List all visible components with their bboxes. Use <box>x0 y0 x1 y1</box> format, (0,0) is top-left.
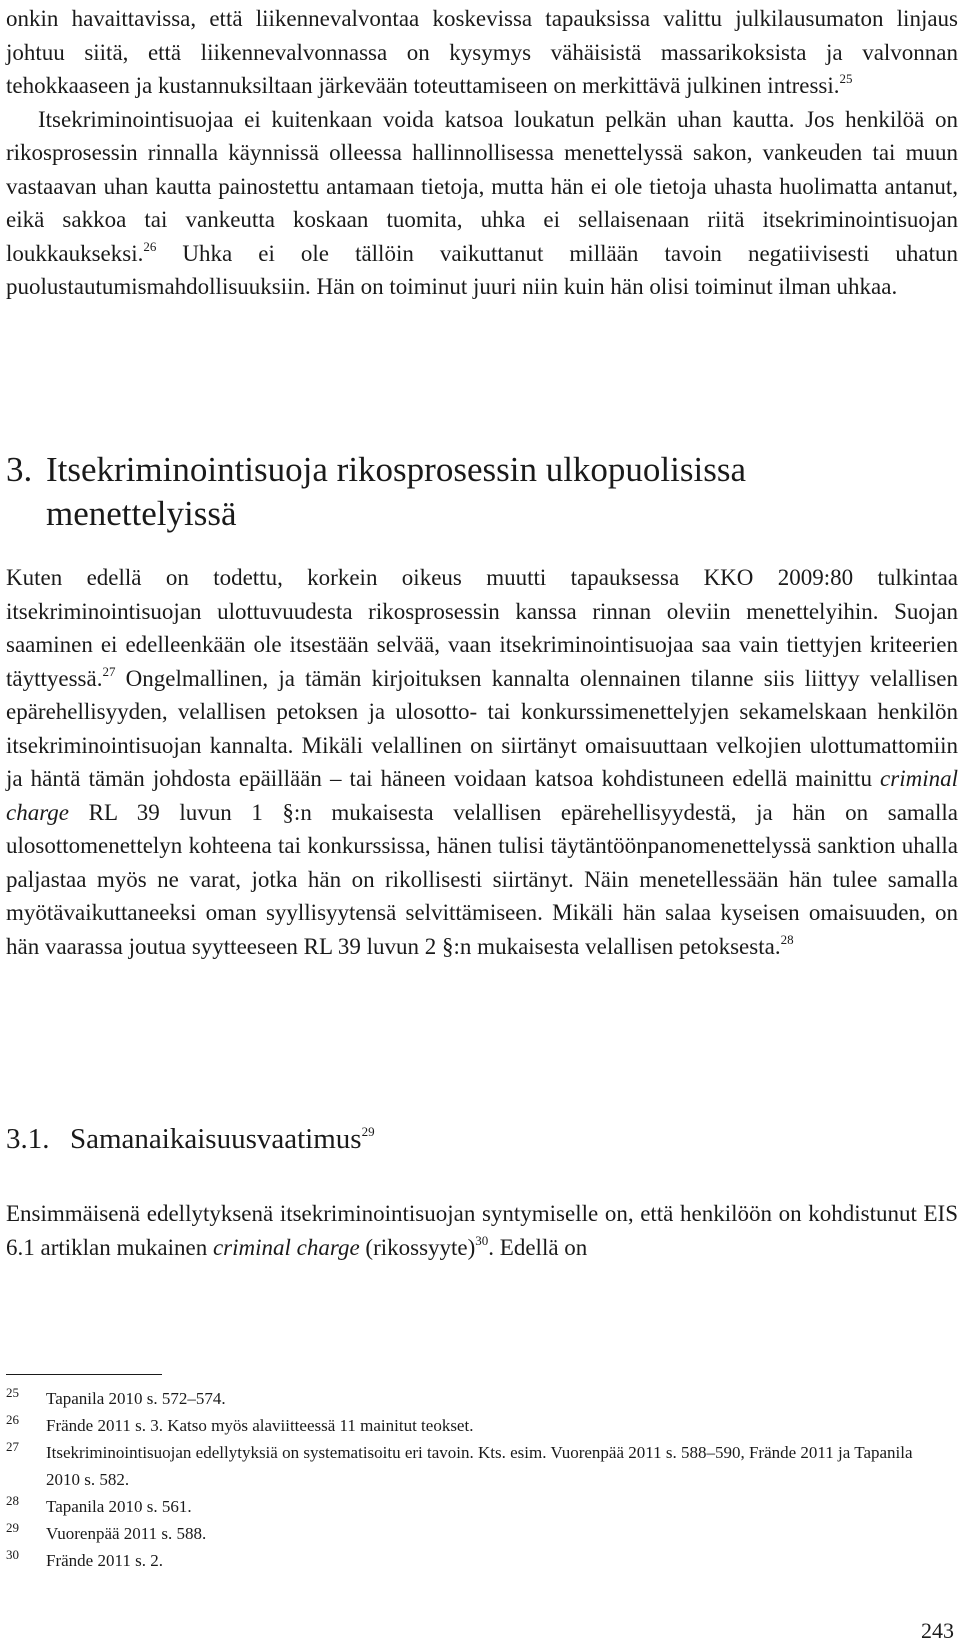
footnote-ref: 27 <box>102 663 116 679</box>
paragraph-text: onkin havaittavissa, että liikennevalvontaa koskevissa tapauksissa valittu julkilausumaton linjaus johtuu siitä, että liikennevalvonnassa on kysymys vähäisistä massarikoksista ja valvonnan tehokkaaseen ja kustannuksiltaan järkevään toteuttamiseen on merkittävä julkinen intressi. <box>6 6 958 98</box>
paragraph-text: Uhka ei ole tällöin vaikuttanut millään tavoin negatiivisesti uhatun puolustautumismahdollisuuksiin. Hän on toiminut juuri niin kuin hän olisi toiminut ilman uhkaa. <box>6 240 958 299</box>
paragraph-threat <box>6 103 958 304</box>
paragraph-text: Itsekriminointisuojaa ei kuitenkaan voida katsoa loukatun pelkän uhan kautta. Jos henkilöä on rikosprosessin rinnalla käynnissä olleessa hallinnollisessa menettelyssä sakon, vankeuden tai muun vastaavan uhan kautta painostettu antamaan tietoja, mutta hän ei ole tietoja uhasta huolimatta antanut, eikä sakkoa tai vankeutta koskaan tuomita, uhka ei sellaisenaan riitä itsekriminointisuojan loukkaukseksi. <box>6 106 958 266</box>
footnotes <box>6 1385 950 1574</box>
footnote-ref: 30 <box>475 1232 489 1248</box>
section-title-line2: menettelyissä <box>46 494 237 533</box>
paragraph-text: (rikossyyte) <box>359 1234 476 1260</box>
section-3-1-heading <box>6 1121 958 1157</box>
section-3-heading <box>6 448 958 536</box>
section-title-line1: Itsekriminointisuoja rikosprosessin ulkopuolisissa <box>46 450 746 489</box>
footnote <box>6 1547 950 1574</box>
footnote-number: 28 <box>6 1493 19 1508</box>
footnote-text: Frände 2011 s. 3. Katso myös alaviitteessä 11 mainitut teokset. <box>46 1416 474 1435</box>
body-continuation <box>6 2 958 304</box>
paragraph-section31 <box>6 1197 958 1264</box>
italic-term: criminal charge <box>212 1234 360 1260</box>
section-number: 3. <box>6 450 33 489</box>
paragraph-text: Kuten edellä on todettu, korkein oikeus muutti tapauksessa KKO 2009:80 tulkintaa itsekriminointisuojan ulottuvuudesta rikosprosessin kanssa rinnan oleviin menettelyihin. Suojan saaminen ei edelleenkään ole itsestään selvää, vaan itsekriminointisuojaa saa vain tiettyjen kriteerien täyttyessä. <box>6 565 958 691</box>
footnote-divider <box>6 1374 162 1375</box>
paragraph-text: . Edellä on <box>488 1234 588 1260</box>
footnote-text: Tapanila 2010 s. 572–574. <box>46 1389 226 1408</box>
section-title: Samanaikaisuusvaatimus <box>70 1123 362 1155</box>
paragraph-text: Ongelmallinen, ja tämän kirjoituksen kannalta olennainen tilanne siis liittyy velallisen epärehellisyyden, velallisen petoksen ja ulosotto- tai konkurssimenettelyjen sekamelskaan henkilön itsekriminointisuojan kannalta. Mikäli velallinen on siirtänyt omaisuuttaan velkojien ulottumattomiin ja häntä tämän johdosta epäillään – tai häneen voidaan katsoa kohdistuneen edellä mainittu <box>6 665 958 791</box>
heading <box>6 448 958 536</box>
paragraph-text: RL 39 luvun 1 §:n mukaisesta velallisen epärehellisyydestä, ja hän on samalla ulosottomenettelyn kohteena tai konkurssissa, hänen tulisi täytäntöönpanomenettelyssä sanktion uhalla paljastaa myös ne varat, jotka hän on rikollisesti siirtänyt. Näin menetellessään hän tulee samalla myötävaikuttaneeksi oman syyllisyytensä selvittämiseen. Mikäli hän salaa kyseisen omaisuuden, on hän vaarassa joutua syytteeseen RL 39 luvun 2 §:n mukaisesta velallisen petoksesta. <box>6 799 958 959</box>
footnote-text: Frände 2011 s. 2. <box>46 1551 163 1570</box>
footnote-ref: 28 <box>780 931 794 947</box>
subheading <box>6 1121 958 1157</box>
footnote-text: Vuorenpää 2011 s. 588. <box>46 1524 207 1543</box>
paragraph-text: Ensimmäisenä edellytyksenä itsekriminointisuojan syntymiselle on, että henkilöön on kohdistunut EIS 6.1 artiklan mukainen <box>6 1201 958 1260</box>
footnote-ref: 26 <box>143 238 157 254</box>
footnote-number: 27 <box>6 1439 19 1454</box>
section-3-1-body <box>6 1197 958 1264</box>
paragraph-intro <box>6 2 958 103</box>
section-number: 3.1. <box>6 1123 50 1155</box>
footnote-number: 29 <box>6 1520 19 1535</box>
footnote-number: 25 <box>6 1385 19 1400</box>
footnote <box>6 1412 950 1439</box>
paragraph-section3 <box>6 561 958 963</box>
footnote-text: Itsekriminointisuojan edellytyksiä on systematisoitu eri tavoin. Kts. esim. Vuorenpää 2011 s. 588–590, Frände 2011 ja Tapanila 2010 s. 582. <box>46 1443 913 1489</box>
page-number: 243 <box>921 1618 954 1643</box>
footnote <box>6 1493 950 1520</box>
footnote-ref: 29 <box>361 1124 375 1140</box>
footnote <box>6 1385 950 1412</box>
footnote-ref: 25 <box>839 71 853 87</box>
footnote-number: 26 <box>6 1412 19 1427</box>
footnote-text: Tapanila 2010 s. 561. <box>46 1497 192 1516</box>
footnote <box>6 1439 950 1493</box>
section-3-body <box>6 561 958 963</box>
footnote-number: 30 <box>6 1547 19 1562</box>
italic-term: criminal charge <box>6 766 958 825</box>
footnote <box>6 1520 950 1547</box>
